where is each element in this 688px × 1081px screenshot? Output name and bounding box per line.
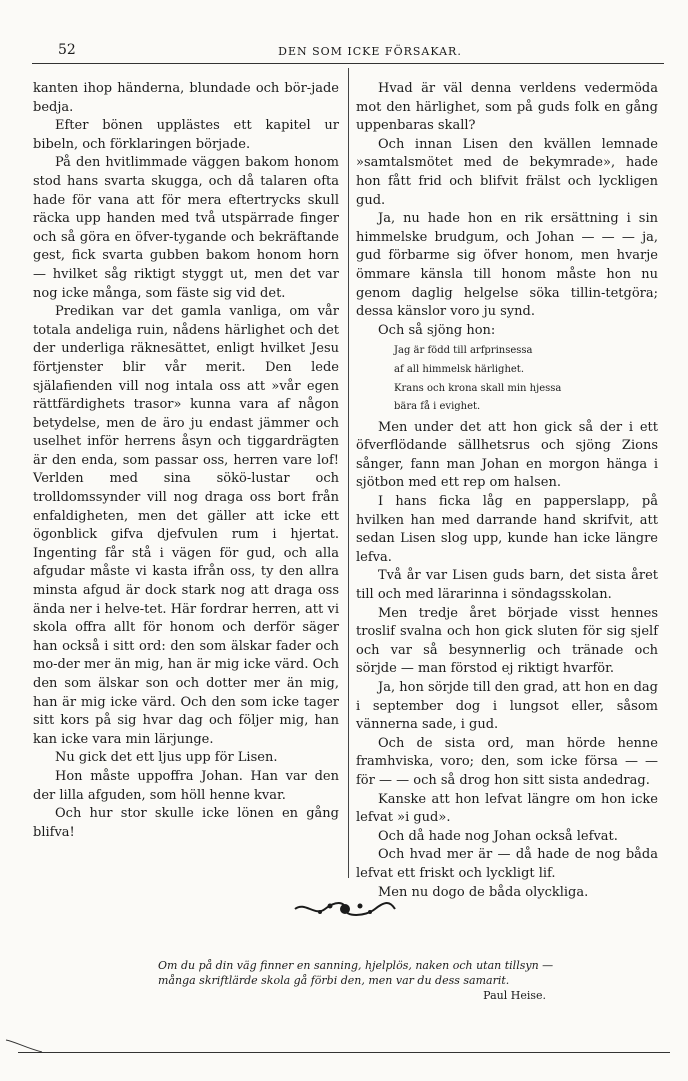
page-number: 52 xyxy=(58,42,76,58)
left-column xyxy=(33,80,339,842)
paragraph: Men nu dogo de båda olyckliga. xyxy=(378,884,589,900)
right-column xyxy=(356,80,658,902)
paragraph: I hans ficka låg en papperslapp, på hvilken han med darrande hand skrifvit, att sedan Lisen slog upp, kunde han icke längre lefva. xyxy=(356,494,658,565)
paragraph: Kanske att hon lefvat längre om hon icke lefvat »i gud». xyxy=(356,791,658,826)
swash-icon xyxy=(4,1034,44,1054)
poem-line: af all himmelsk härlighet. xyxy=(394,363,525,375)
paragraph: Hvad är väl denna verldens vedermöda mot den härlighet, som på guds folk en gång uppenbaras skall? xyxy=(356,81,658,134)
footer-rule xyxy=(18,1052,670,1053)
paragraph: Efter bönen upplästes ett kapitel ur bibeln, och förklaringen började. xyxy=(33,118,339,152)
ornament-icon xyxy=(250,898,440,925)
paragraph: Hon måste uppoffra Johan. Han var den der lilla afguden, som höll henne kvar. xyxy=(33,768,339,803)
paragraph: Predikan var det gamla vanliga, om vår totala andeliga ruin, nådens härlighet och det der underliga räknesättet, enligt hvilket Jesu förtjenster blir vår merit. Den lede själafienden vill nog intala oss att »vår egen rättfärdighets trasor» kunna vara af någon betydelse, men de äro ju endast jämmer och uselhet inför herrens åsyn och tiggardrägten är den enda, som passar oss, herren vare lof! Verlden med sina sökö-lustar och trolldomssynder vill nog draga oss bort från enfaldigheten, men det gäller att icke ett ögonblick gifva djefvulen rum i hjertat. Ingenting får stå i vägen för gud, och alla afgudar måste vi kasta ifrån oss, ty den allra minsta afgud är dock stark nog att draga oss ända ner i helve-tet. Här fordrar herren, att vi skola offra allt för honom och derför säger han också i sitt ord: den som älskar fader och mo-der mer än mig, han är mig icke värd. Och den som älskar son och dotter mer än mig, han är mig icke värd. Och den som icke tager sitt kors på sig hvar dag och följer mig, han kan icke vara min lärjunge. xyxy=(33,304,339,747)
paragraph: Nu gick det ett ljus upp för Lisen. xyxy=(55,750,278,766)
epigraph-text: Om du på din väg finner en sanning, hjelplös, naken och utan tillsyn — många skriftlärde skola gå förbi den, men var du dess samarit. xyxy=(158,959,554,987)
epigraph xyxy=(158,958,578,1002)
paragraph: Men tredje året började visst hennes troslif svalna och hon gick sluten för sig sjelf och var så besynnerlig och tränade och sörjde — man förstod ej riktigt hvarför. xyxy=(356,605,658,677)
paragraph: kanten ihop händerna, blundade och bör-jade bedja. xyxy=(33,81,339,115)
header-rule xyxy=(32,63,664,64)
paragraph: Två år var Lisen guds barn, det sista året till och med lärarinna i söndagsskolan. xyxy=(356,568,658,603)
paragraph: Men under det att hon gick så der i ett öfverflödande sällhetsrus och sjöng Zions sånger, fann man Johan en morgon hänga i sjötbon med ett rep om halsen. xyxy=(356,419,658,491)
running-title: DEN SOM ICKE FÖRSAKAR. xyxy=(278,45,462,58)
paragraph: Och hvad mer är — då hade de nog båda lefvat ett friskt och lyckligt lif. xyxy=(356,847,658,881)
poem-line: Jag är född till arfprinsessa xyxy=(394,345,533,357)
paragraph: Och så sjöng hon: xyxy=(378,322,496,338)
paragraph: Ja, hon sörjde till den grad, att hon en dag i september dog i lungsot eller, såsom vännerna sade, i gud. xyxy=(356,680,658,733)
paragraph: Ja, nu hade hon en rik ersättning i sin himmelske brudgum, och Johan — — — ja, gud förbarme sig öfver honom, men hvarje ömmare känsla till honom måste hon nu genom daglig helgelse söka tillin-tetgöra; dessa känslor voro ju synd. xyxy=(356,211,658,320)
poem-line: Krans och krona skall min hjessa xyxy=(394,382,562,394)
paragraph: På den hvitlimmade väggen bakom honom stod hans svarta skugga, och då talaren ofta hade för vana att för mera eftertrycks skull räcka upp handen med två utspärrade finger och så göra en öfver-tygande och bekräftande gest, fick svarta gubben bakom honom horn — hvilket såg riktigt styggt ut, men det var nog icke många, som fäste sig vid det. xyxy=(33,155,339,301)
poem xyxy=(394,342,658,416)
epigraph-author: Paul Heise. xyxy=(483,989,546,1002)
paragraph: Och då hade nog Johan också lefvat. xyxy=(378,828,618,844)
paragraph: Och de sista ord, man hörde henne framhviska, voro; den, som icke försa — — för — — och så drog hon sitt sista andedrag. xyxy=(356,735,658,788)
paragraph: Och hur stor skulle icke lönen en gång blifva! xyxy=(33,806,339,840)
poem-line: bära få i evighet. xyxy=(394,401,481,413)
column-divider xyxy=(348,68,349,878)
paragraph: Och innan Lisen den kvällen lemnade »samtalsmötet med de bekymrade», hade hon fått frid och blifvit frälst och lyckligen gud. xyxy=(356,136,658,208)
